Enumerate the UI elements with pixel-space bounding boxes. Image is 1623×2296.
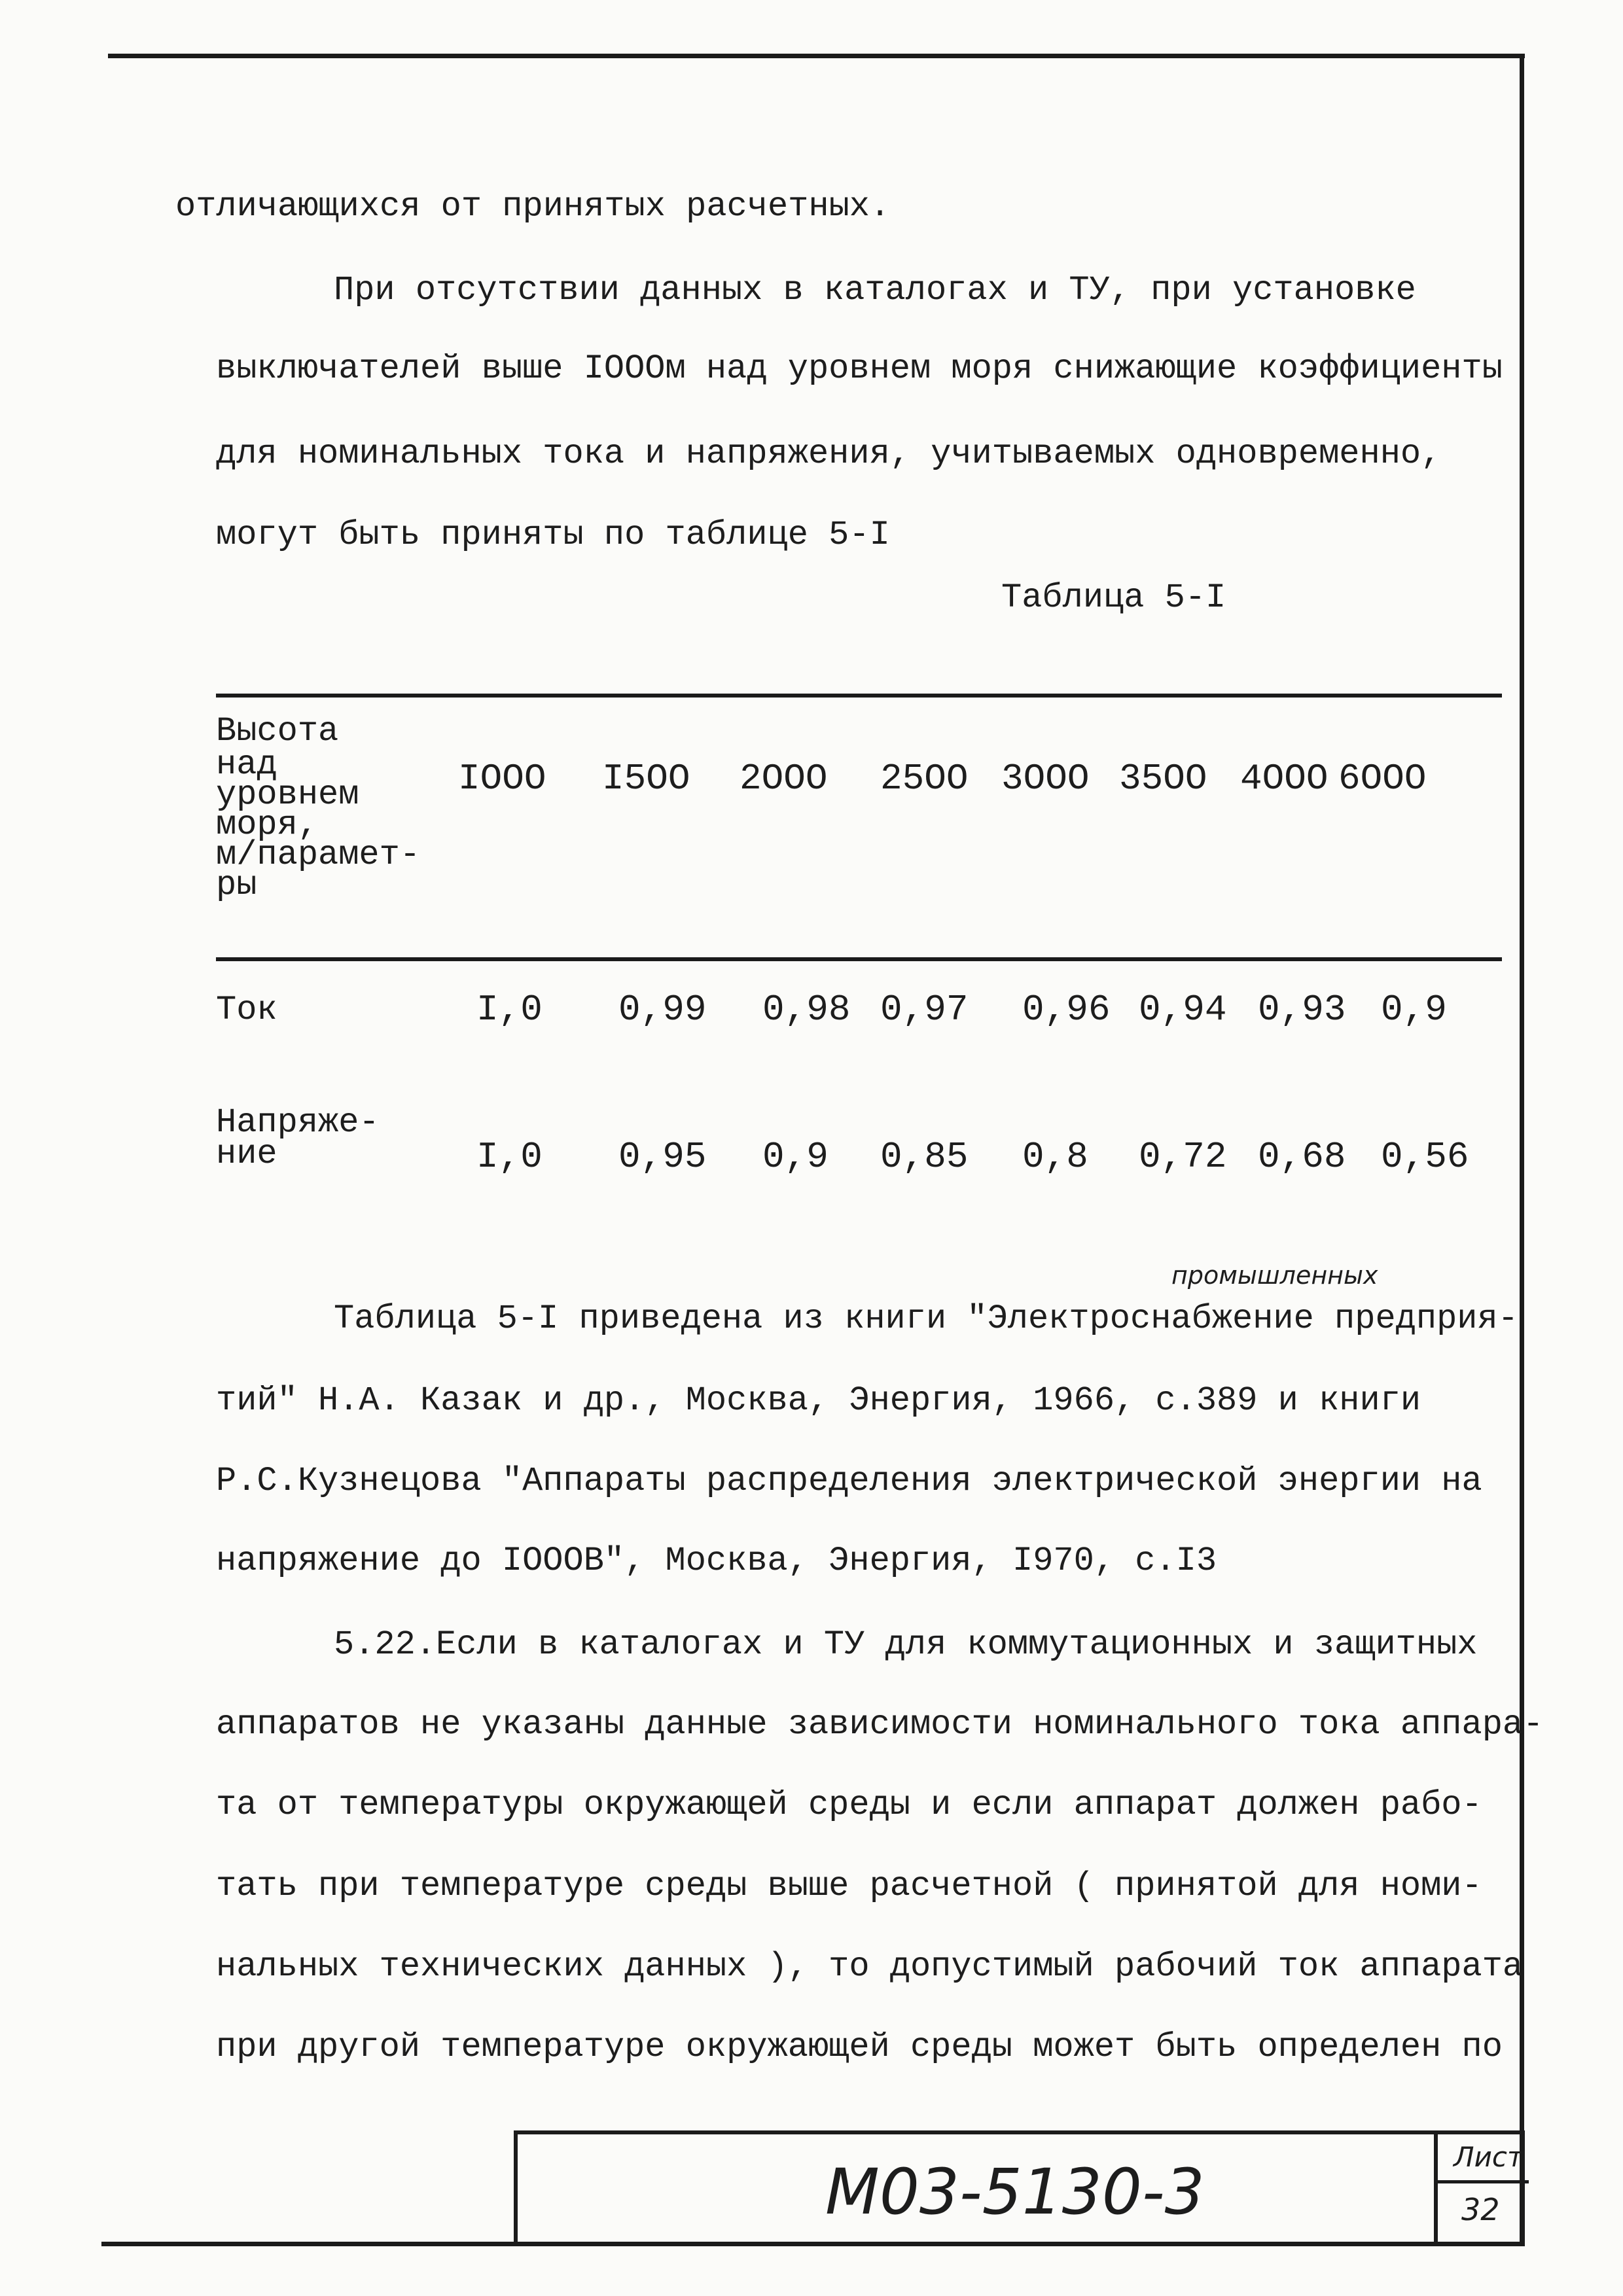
paragraph-line: тий" Н.А. Казак и др., Москва, Энергия, 1966, с.389 и книги [216,1381,1421,1420]
altitude-header: 35OO [1119,758,1207,800]
table-cell: 0,56 [1381,1136,1469,1178]
table-top-rule [216,694,1502,698]
table-cell: 0,99 [618,989,707,1031]
table-cell: 0,8 [1022,1136,1088,1178]
paragraph-continuation: отличающихся от принятых расчетных. [175,187,891,226]
paragraph-line: выключателей выше IOOOм над уровнем моря снижающие коэффициенты [216,349,1503,388]
header-label-line: над [216,745,277,784]
table-cell: 0,93 [1258,989,1346,1031]
altitude-header: 25OO [880,758,969,800]
table-cell: I,0 [476,989,543,1031]
altitude-header: 2OOO [740,758,828,800]
table-header-label [216,712,432,904]
paragraph-line: та от температуры окружающей среды и если аппарат должен рабо- [216,1786,1482,1824]
paragraph-line: Р.С.Кузнецова "Аппараты распределения электрической энергии на [216,1462,1482,1500]
title-block [514,2130,1525,2246]
sheet-cell-divider [1434,2180,1529,2183]
table-header-rule [216,957,1502,961]
table-cell: 0,72 [1139,1136,1227,1178]
header-label-line: ры [216,866,257,904]
row-label-line: Напряже- [216,1103,380,1142]
altitude-header: 3OOO [1001,758,1090,800]
table-caption: Таблица 5-I [1001,578,1226,617]
paragraph-line: При отсутствии данных в каталогах и ТУ, при установке [334,271,1416,309]
paragraph-line: могут быть приняты по таблице 5-I [216,516,890,554]
header-label-line: моря, [216,805,319,844]
header-label-line: уровнем [216,775,359,814]
altitude-header: 6OOO [1338,758,1427,800]
table-cell: 0,68 [1258,1136,1346,1178]
paragraph-line: 5.22.Если в каталогах и ТУ для коммутационных и защитных [334,1625,1478,1664]
paragraph-line: Таблица 5-I приведена из книги "Электроснабжение предприя- [334,1299,1518,1338]
paragraph-line: аппаратов не указаны данные зависимости номинального тока аппара- [216,1705,1544,1744]
table-cell: 0,85 [880,1136,969,1178]
document-code: М03-5130-3 [825,2155,1205,2229]
paragraph-line: напряжение до IOOOВ", Москва, Энергия, I970, с.I3 [216,1542,1217,1580]
header-label-line: м/парамет- [216,836,421,874]
altitude-header: I5OO [602,758,690,800]
title-block-divider [1434,2134,1438,2242]
sheet-number: 32 [1461,2192,1500,2227]
paragraph-line: при другой температуре окружающей среды может быть определен по [216,2028,1503,2066]
table-cell: I,0 [476,1136,543,1178]
altitude-header: 4OOO [1240,758,1329,800]
table-cell: 0,9 [762,1136,829,1178]
table-cell: 0,9 [1381,989,1447,1031]
sheet-label: Лист [1454,2141,1524,2173]
row-label [216,1103,432,1173]
table-cell: 0,98 [762,989,851,1031]
paragraph-line: для номинальных тока и напряжения, учитываемых одновременно, [216,434,1442,473]
altitude-header: IOOO [458,758,546,800]
handwritten-insert: промышленных [1171,1261,1378,1290]
table-cell: 0,95 [618,1136,707,1178]
table-cell: 0,97 [880,989,969,1031]
table-cell: 0,96 [1022,989,1111,1031]
frame-top-border [108,54,1525,58]
table-cell: 0,94 [1139,989,1227,1031]
frame-right-border [1520,54,1524,2246]
row-label-line: ние [216,1135,277,1173]
paragraph-line: нальных технических данных ), то допустимый рабочий ток аппарата [216,1947,1524,1986]
paragraph-line: тать при температуре среды выше расчетной ( принятой для номи- [216,1867,1482,1905]
header-label-line: Высота [216,712,339,751]
row-label: Ток [216,991,277,1029]
